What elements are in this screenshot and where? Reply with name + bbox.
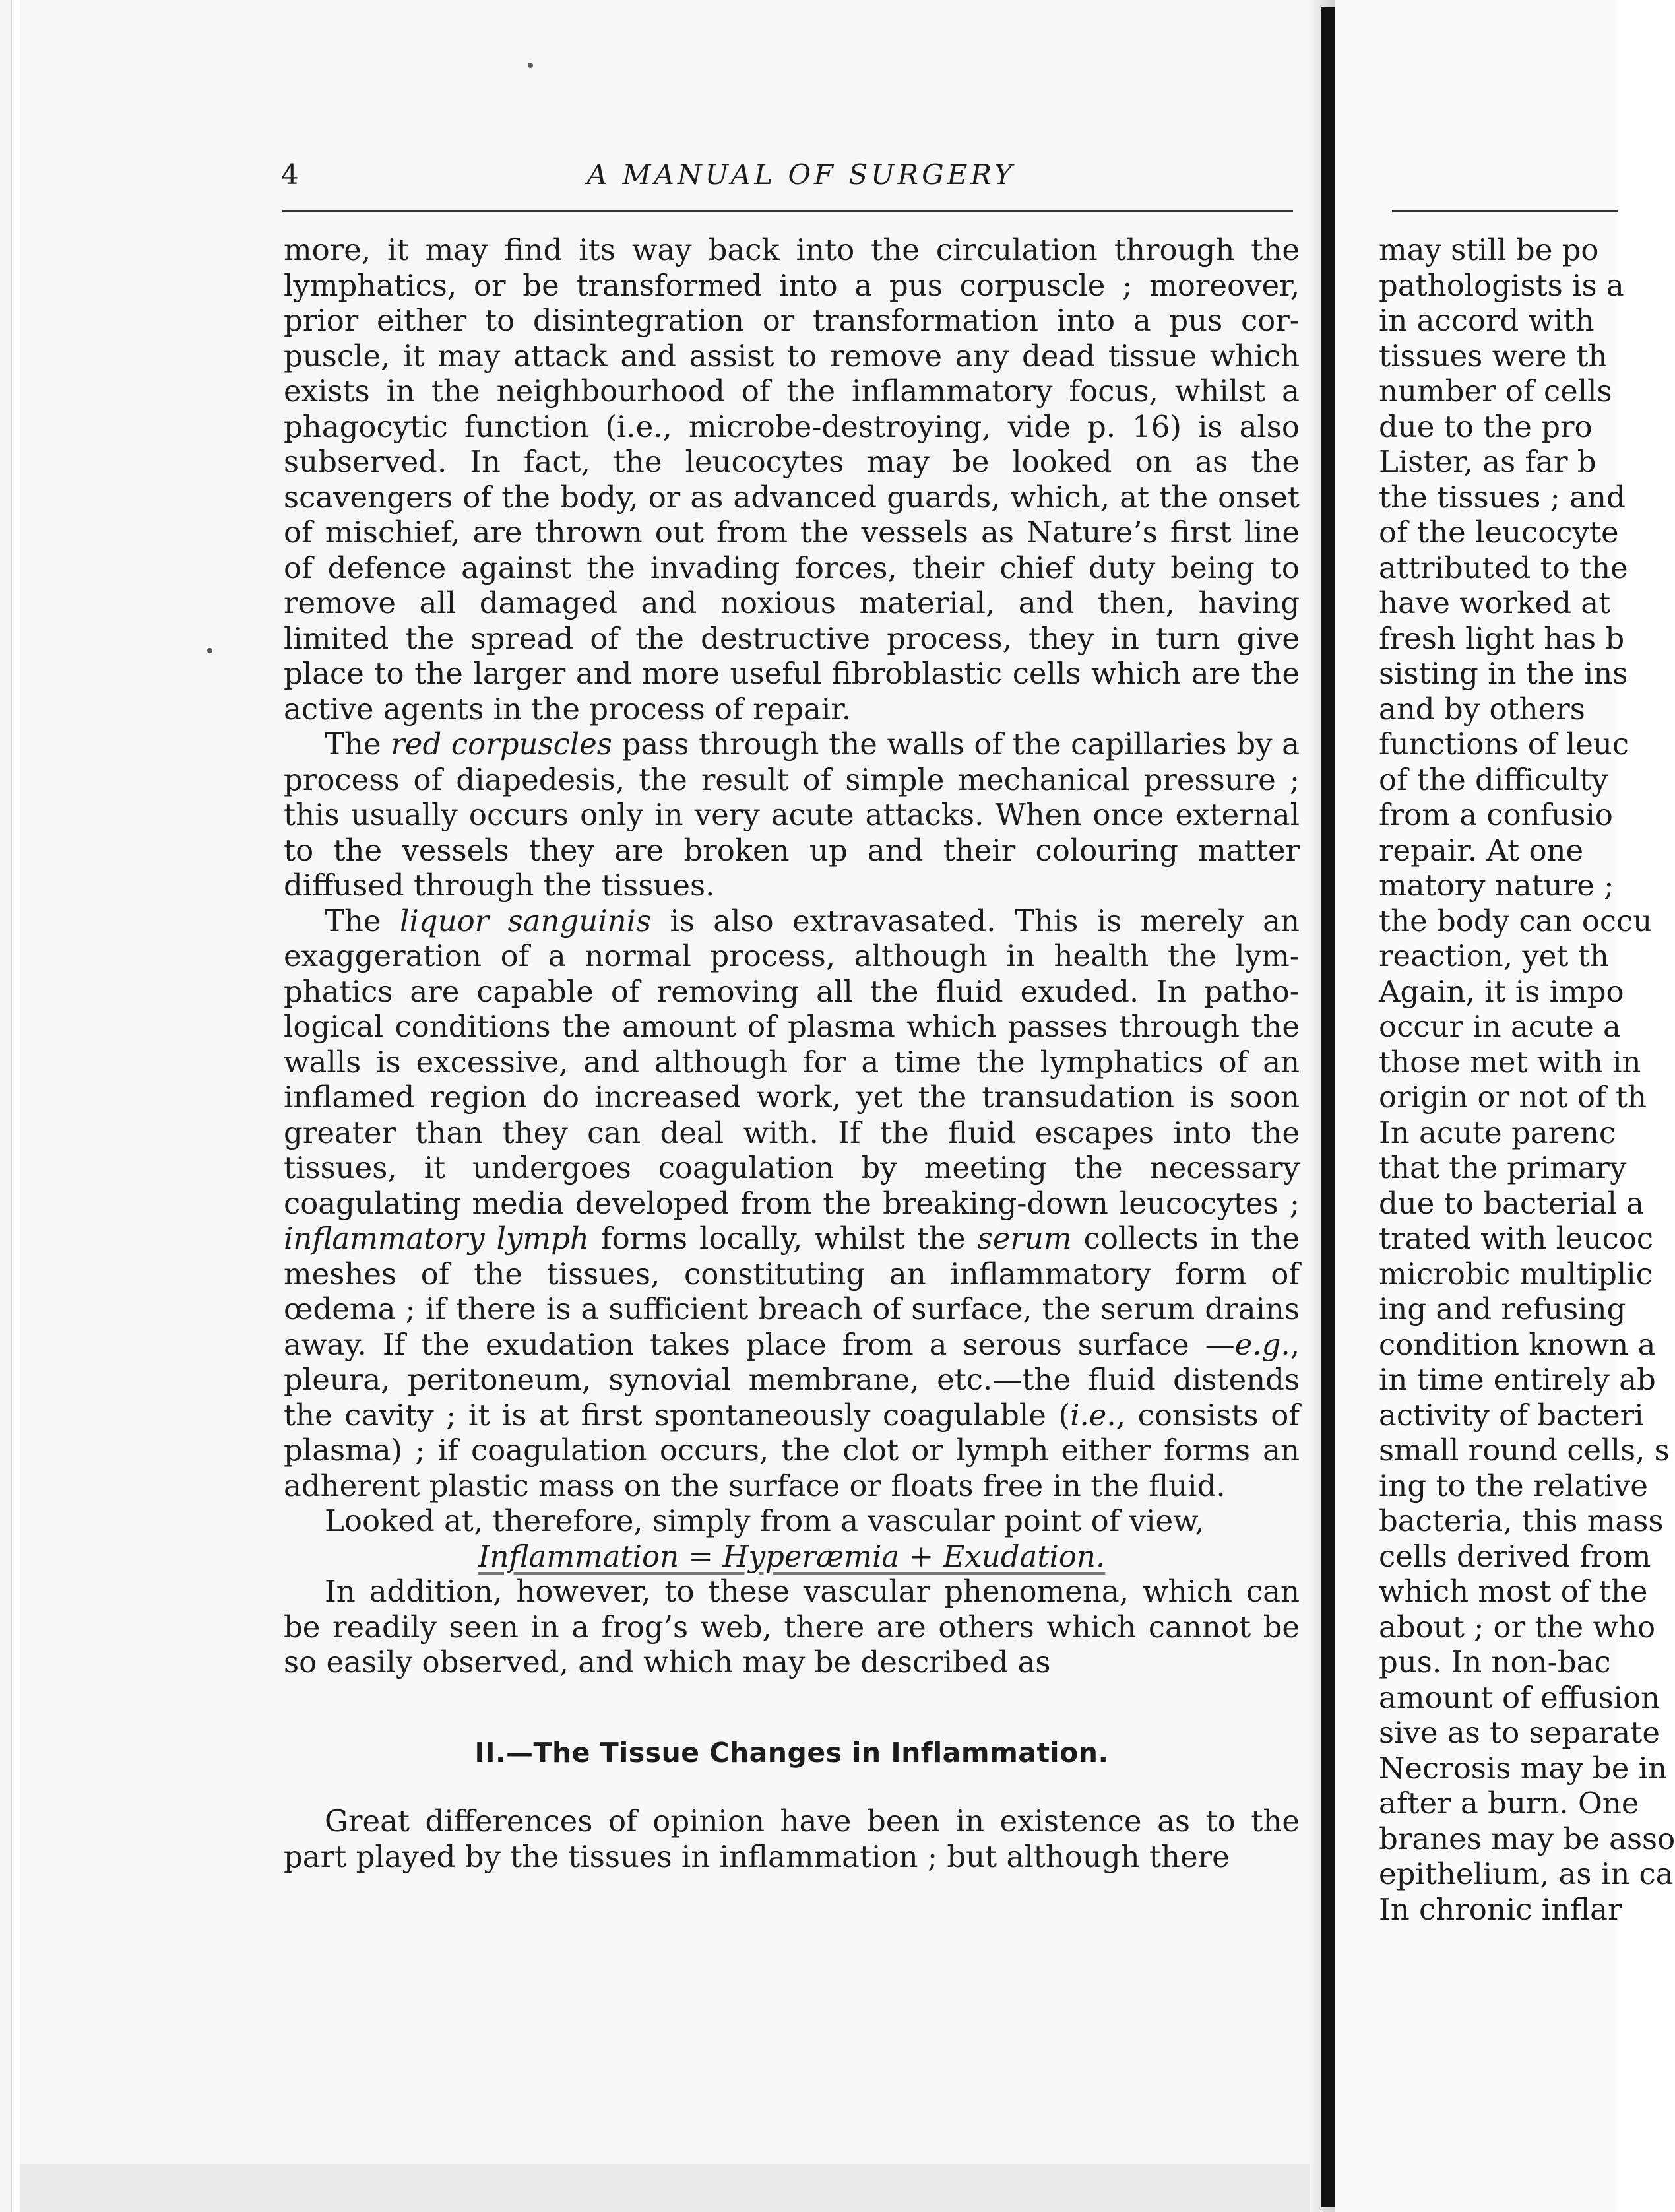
paragraph: more, it may find its way back into the circulation through the lymphatics, or be transformed into a pus corpuscle ; moreover, prior either to disintegration or transformation into a pus cor-puscle, it may attack and assist to remove any dead tissue which exists in the neighbourhood of the inflammatory focus, whilst a phagocytic function (i.e., microbe-destroying, vide p. 16) is also subserved. In fact, the leucocytes may be looked on as the scavengers of the body, or as advanced guards, which, at the onset of mischief, are thrown out from the vessels as Nature’s first line of defence against the invading forces, their chief duty being to remove all damaged and noxious material, and then, having limited the spread of the destructive process, they in turn give place to the larger and more useful fibroblastic cells which are the active agents in the process of repair.	[284, 232, 1300, 727]
facing-page-line: due to the pro	[1379, 408, 1593, 444]
facing-page-line: fresh light has b	[1379, 620, 1625, 656]
margin-speck	[207, 648, 212, 653]
facing-page-line: may still be po	[1379, 232, 1599, 267]
facing-page-line: which most of the	[1379, 1574, 1648, 1609]
facing-page-line: about ; or the who	[1379, 1609, 1656, 1644]
italic-term: liquor sanguinis	[400, 903, 652, 938]
facing-page-line: Necrosis may be in	[1379, 1750, 1668, 1786]
facing-page-line: In acute parenc	[1379, 1115, 1616, 1150]
facing-page-line: of the leucocyte	[1379, 515, 1619, 550]
paragraph	[284, 903, 1300, 1504]
facing-page-line: attributed to the	[1379, 550, 1628, 585]
page-number: 4	[281, 158, 299, 191]
facing-page-line: origin or not of th	[1379, 1080, 1647, 1115]
facing-page-line: In chronic inflar	[1379, 1891, 1622, 1927]
facing-page-line: due to bacterial a	[1379, 1185, 1645, 1221]
text-run: The	[325, 727, 391, 762]
facing-page-line: reaction, yet th	[1379, 938, 1609, 973]
facing-page-line: branes may be asso	[1379, 1821, 1675, 1856]
italic-term: red corpuscles	[391, 727, 612, 762]
facing-page-line: activity of bacteri	[1379, 1397, 1644, 1433]
facing-page-line: condition known a	[1379, 1326, 1656, 1362]
facing-page-line: of the difficulty	[1379, 762, 1608, 797]
text-run: The	[325, 903, 400, 938]
facing-page-line: trated with leucoc	[1379, 1221, 1654, 1256]
header-rule	[282, 210, 1293, 212]
text-run: collects in the meshes of the tissues, constituting an inflammatory form of œdema ; if there is a sufficient breach of surface, the serum drains away. If the exudation takes place from a serous surface —	[284, 1221, 1300, 1362]
facing-page-line: that the primary	[1379, 1150, 1627, 1185]
section-heading: II.—The Tissue Changes in Inflammation.	[474, 1736, 1109, 1769]
page-edge	[0, 0, 12, 2212]
paragraph: Looked at, therefore, simply from a vascular point of view,	[325, 1503, 1205, 1538]
facing-page-line: cells derived from	[1379, 1538, 1651, 1574]
facing-page-line: in accord with	[1379, 303, 1595, 338]
facing-page-line: ing and refusing	[1379, 1291, 1626, 1326]
facing-page-line: occur in acute a	[1379, 1009, 1621, 1044]
facing-page-line: after a burn. One	[1379, 1786, 1639, 1821]
facing-page-line: ing to the relative	[1379, 1468, 1648, 1503]
facing-page-line: in time entirely ab	[1379, 1362, 1656, 1397]
facing-page-line: sive as to separate	[1379, 1715, 1660, 1750]
body-text	[284, 232, 1300, 1874]
facing-page-line: tissues were th	[1379, 338, 1608, 374]
facing-page-line: the tissues ; and	[1379, 479, 1626, 515]
facing-page-line: amount of effusion	[1379, 1679, 1660, 1715]
facing-page-line: epithelium, as in ca	[1379, 1856, 1674, 1891]
formula-text: Inflammation = Hyperæmia + Exudation.	[478, 1538, 1106, 1574]
facing-page-line: number of cells	[1379, 374, 1612, 408]
italic-term: inflammatory lymph	[284, 1221, 589, 1256]
italic-term: e.g.	[1234, 1326, 1290, 1362]
facing-page-line: pus. In non-bac	[1379, 1644, 1611, 1679]
running-head: A MANUAL OF SURGERY	[587, 158, 1016, 191]
page-speck	[528, 63, 533, 68]
right-header-rule	[1392, 210, 1618, 212]
text-run: , consists of plasma) ; if coagulation occurs, the clot or lymph either forms an adherent plastic mass on the surface or floats free in the fluid.	[284, 1397, 1300, 1503]
facing-page-line: repair. At one	[1379, 832, 1584, 868]
facing-page-line: Lister, as far b	[1379, 444, 1596, 479]
paragraph: In addition, however, to these vascular phenomena, which can be readily seen in a frog’s web, there are others which cannot be so easily observed, and which may be described as	[284, 1574, 1300, 1679]
facing-page-line: bacteria, this mass	[1379, 1503, 1664, 1538]
facing-page-line: the body can occu	[1379, 903, 1653, 938]
facing-page-line: have worked at	[1379, 585, 1611, 620]
book-gutter	[1321, 7, 1335, 2207]
facing-page-line: and by others	[1379, 691, 1585, 727]
facing-page-line: those met with in	[1379, 1044, 1641, 1080]
text-run: pass through the walls of the capillaries by a process of diapedesis, the result of simple mechanical pressure ; this usually occurs only in very acute attacks. When once external to the vessels they are broken up and their colouring matter diffused through the tissues.	[284, 727, 1300, 903]
facing-page-line: pathologists is a	[1379, 267, 1624, 303]
text-run: forms locally, whilst the	[588, 1221, 978, 1256]
formula	[284, 1539, 1300, 1575]
paragraph: Great differences of opinion have been in existence as to the part played by the tissues in inflammation ; but although there	[284, 1804, 1300, 1874]
italic-term: serum	[977, 1221, 1072, 1256]
facing-page-line: small round cells, s	[1379, 1433, 1670, 1468]
facing-page-line: Again, it is impo	[1379, 973, 1624, 1009]
page-bottom-band	[20, 2164, 1313, 2212]
paragraph	[284, 727, 1300, 903]
text-run: , pleura, peritoneum, synovial membrane, etc.—the fluid distends the cavity ; it is at first spontaneously coagulable (	[284, 1326, 1300, 1433]
facing-page-line: functions of leuc	[1379, 727, 1629, 762]
facing-page-line: matory nature ;	[1379, 868, 1614, 903]
facing-page-line: sisting in the ins	[1379, 656, 1628, 691]
facing-page-line: from a confusio	[1379, 797, 1613, 832]
facing-page-line: microbic multiplic	[1379, 1256, 1653, 1291]
facing-page-text	[1379, 232, 1675, 1927]
text-run: is also extravasated. This is merely an exaggeration of a normal process, although in health the lym-phatics are capable of removing all the fluid exuded. In patho-logical conditions the amount of plasma which passes through the walls is excessive, and although for a time the lymphatics of an inflamed region do increased work, yet the transudation is soon greater than they can deal with. If the fluid escapes into the tissues, it undergoes coagulation by meeting the necessary coagulating media developed from the breaking-down leucocytes ;	[284, 903, 1300, 1221]
italic-term: i.e.	[1070, 1397, 1116, 1433]
